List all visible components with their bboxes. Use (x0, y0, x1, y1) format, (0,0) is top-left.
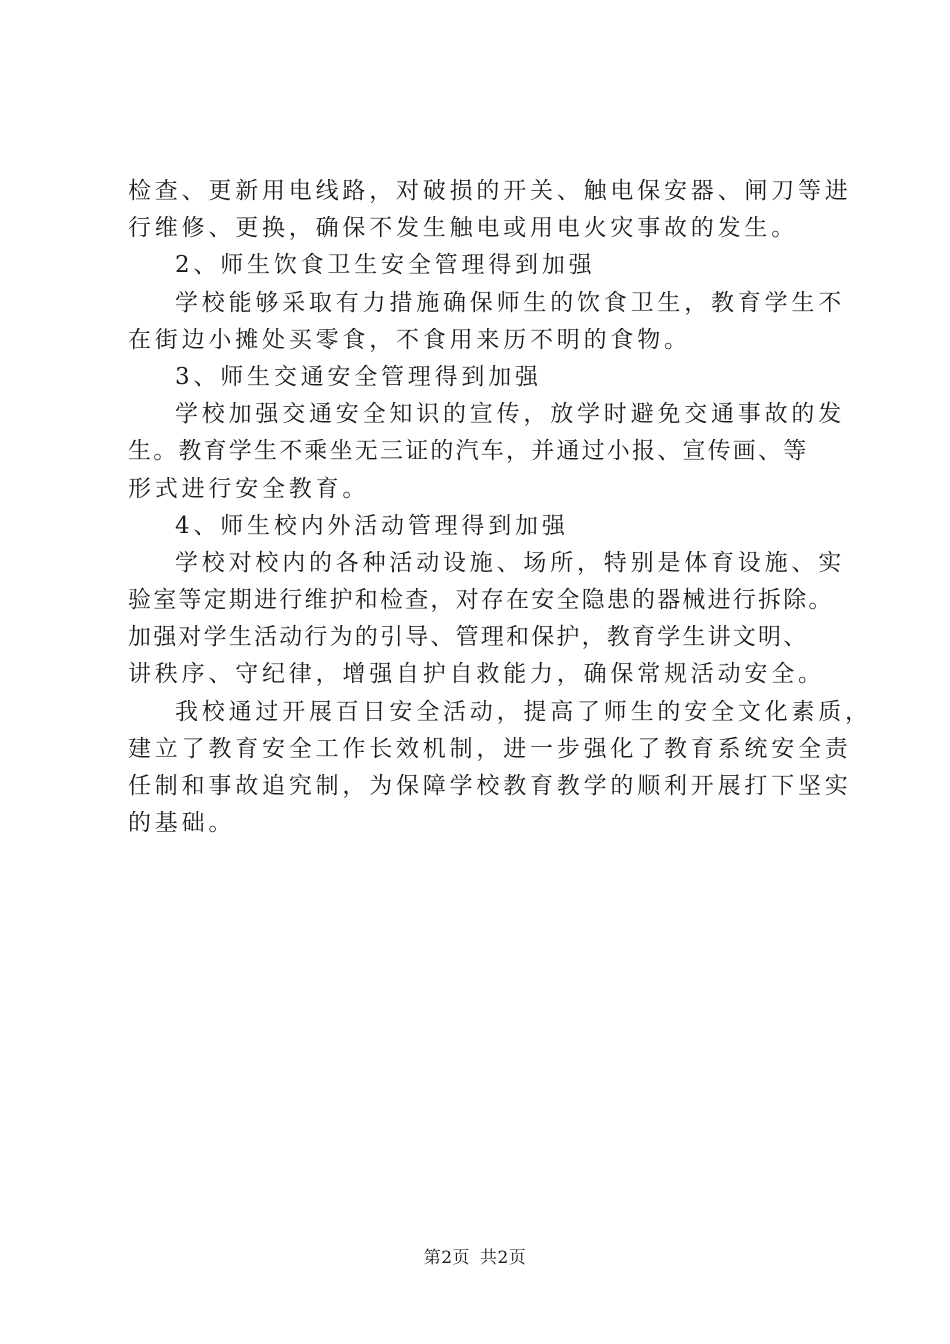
section-heading: 2、师生饮食卫生安全管理得到加强 (175, 252, 596, 279)
body-line: 学校对校内的各种活动设施、场所，特别是体育设施、实 (175, 549, 845, 576)
body-line: 行维修、更换，确保不发生触电或用电火灾事故的发生。 (128, 215, 798, 242)
body-line: 加强对学生活动行为的引导、管理和保护，教育学生讲文明、 (128, 624, 809, 651)
body-line: 任制和事故追究制，为保障学校教育教学的顺利开展打下坚实 (128, 773, 852, 799)
body-line: 生。教育学生不乘坐无三证的汽车，并通过小报、宣传画、等 (128, 438, 809, 465)
body-line: 在街边小摊处买零食，不食用来历不明的食物。 (128, 326, 691, 353)
body-line: 验室等定期进行维护和检查，对存在安全隐患的器械进行拆除。 (128, 587, 834, 614)
body-line: 形式进行安全教育。 (128, 475, 370, 502)
section-heading: 4、师生校内外活动管理得到加强 (175, 512, 569, 539)
page-total: 共2页 (479, 1248, 527, 1268)
body-line: 学校能够采取有力措施确保师生的饮食卫生，教育学生不 (175, 289, 845, 316)
body-line: 检查、更新用电线路，对破损的开关、触电保安器、闸刀等进 (128, 178, 852, 204)
body-line: 我校通过开展百日安全活动，提高了师生的安全文化素质， (175, 698, 872, 725)
body-line: 建立了教育安全工作长效机制，进一步强化了教育系统安全责 (128, 735, 852, 762)
body-line: 讲秩序、守纪律，增强自护自救能力，确保常规活动安全。 (128, 661, 825, 688)
body-line: 的基础。 (128, 810, 236, 837)
body-line: 学校加强交通安全知识的宣传，放学时避免交通事故的发 (175, 401, 845, 428)
page-number: 第2页 (423, 1248, 471, 1268)
section-heading: 3、师生交通安全管理得到加强 (175, 363, 542, 390)
page-footer (0, 1243, 950, 1268)
document-body (128, 173, 872, 842)
